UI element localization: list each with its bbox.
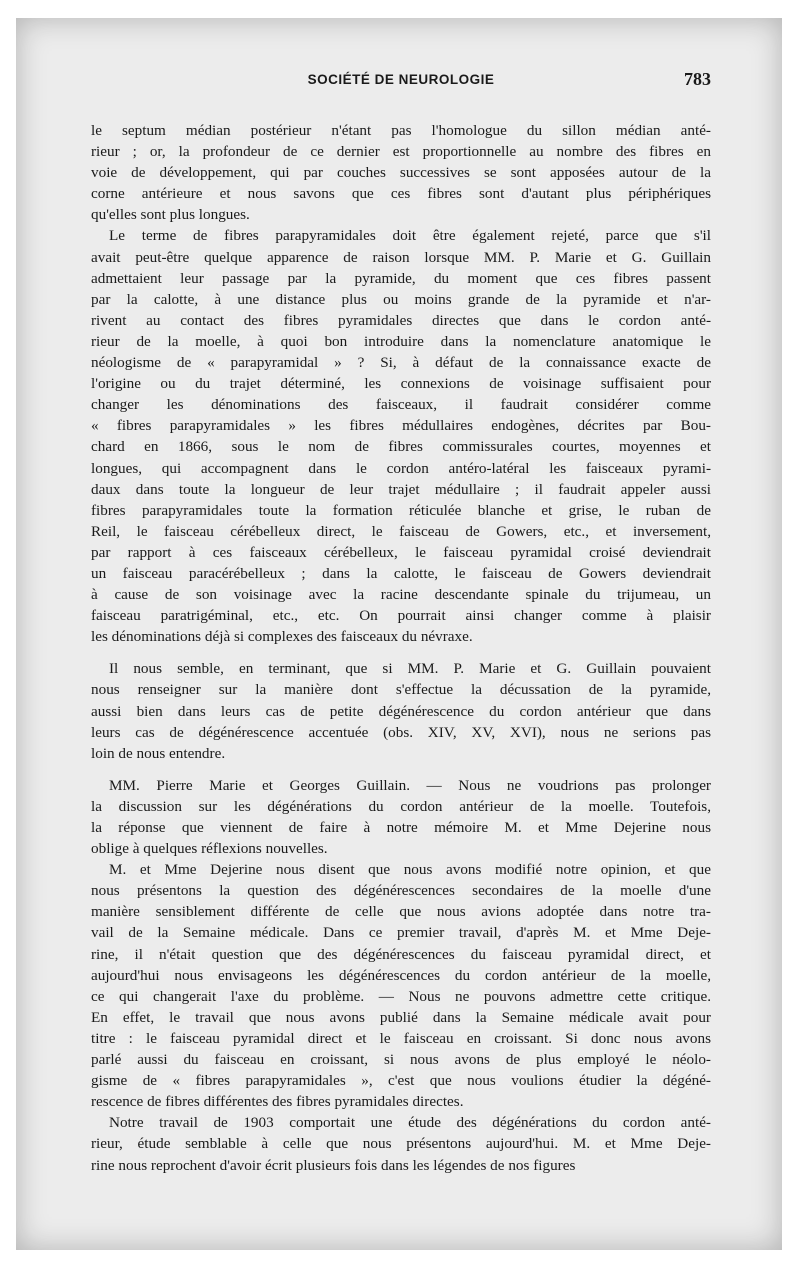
text-line: rieur, étude semblable à celle que nous présentons aujourd'hui. M. et Mme Deje- [91,1135,711,1153]
text-line: fibres parapyramidales toute la formation réticulée blanche et grise, le ruban de [91,501,711,519]
text-line: voie de développement, qui par couches successives se sont apposées autour de la [91,164,711,182]
text-line: leurs cas de dégénérescence accentuée (obs. XIV, XV, XVI), nous ne serions pas [91,723,711,741]
text-line: titre : le faisceau pyramidal direct et le faisceau en croissant. Si donc nous avons [91,1029,711,1047]
text-line: les dénominations déjà si complexes des faisceaux du névraxe. [91,628,473,646]
text-line: MM. Pierre Marie et Georges Guillain. — Nous ne voudrions pas prolonger [109,776,711,794]
text-line: la discussion sur les dégénérations du cordon antérieur de la moelle. Toutefois, [91,797,711,815]
text-line: Notre travail de 1903 comportait une étude des dégénérations du cordon anté- [109,1114,711,1132]
paragraph [91,120,711,225]
text-line: le septum médian postérieur n'étant pas l'homologue du sillon médian anté- [91,122,711,139]
text-line: chard en 1866, sous le nom de fibres commissurales courtes, moyennes et [91,438,711,456]
text-line: Il nous semble, en terminant, que si MM. P. Marie et G. Guillain pouvaient [109,660,711,678]
text-line: manière sensiblement différente de celle que nous avions adoptée dans notre tra- [91,903,711,921]
body-text [91,120,711,1176]
text-line: néologisme de « parapyramidal » ? Si, à défaut de la connaissance exacte de [91,354,711,372]
text-line: rine, il n'était question que des dégénérescences du faisceau pyramidal direct, et [91,945,711,963]
text-line: faisceau paratrigéminal, etc., etc. On pourrait ainsi changer comme à plaisir [91,607,711,625]
paragraph-gap [91,647,711,658]
text-line: loin de nous entendre. [91,744,226,762]
text-line: rivent au contact des fibres pyramidales directes que dans le cordon anté- [91,311,711,329]
text-line: qu'elles sont plus longues. [91,206,250,224]
text-line: Reil, le faisceau cérébelleux direct, le faisceau de Gowers, etc., et inversement, [91,522,711,540]
paragraph [91,859,711,1112]
text-line: nous renseigner sur la manière dont s'effectue la décussation de la pyramide, [91,681,711,699]
text-line: gisme de « fibres parapyramidales », c'est que nous voulions étudier la dégéné- [91,1072,711,1090]
text-line: avait peut-être quelque apparence de raison lorsque MM. P. Marie et G. Guillain [91,248,711,266]
paragraph-gap [91,764,711,775]
text-line: un faisceau paracérébelleux ; dans la calotte, le faisceau de Gowers deviendrait [91,564,711,582]
text-line: En effet, le travail que nous avons publié dans la Semaine médicale avait pour [91,1008,711,1026]
text-line: rescence de fibres différentes des fibres pyramidales directes. [91,1093,464,1111]
text-line: ce qui changerait l'axe du problème. — Nous ne pouvons admettre cette critique. [91,987,711,1005]
text-line: rine nous reprochent d'avoir écrit plusieurs fois dans les légendes de nos figures [91,1156,576,1174]
page-number: 783 [684,69,711,89]
text-line: corne antérieure et nous savons que ces fibres sont d'autant plus périphériques [91,185,711,203]
text-line: l'origine ou du trajet déterminé, les connexions de voisinage suffisaient pour [91,375,711,393]
text-line: aussi bien dans leurs cas de petite dégénérescence du cordon antérieur que dans [91,702,711,720]
text-line: longues, qui accompagnent dans le cordon antéro-latéral les faisceaux pyrami- [91,459,711,477]
text-line: oblige à quelques réflexions nouvelles. [91,840,328,858]
scanned-page [16,18,782,1250]
text-line: Le terme de fibres parapyramidales doit être également rejeté, parce que s'il [109,227,711,245]
text-line: nous présentons la question des dégénérescences secondaires de la moelle d'une [91,882,711,900]
text-line: par la calotte, à une distance plus ou moins grande de la pyramide et n'ar- [91,290,711,308]
running-title: SOCIÉTÉ DE NEUROLOGIE [307,72,495,87]
text-line: M. et Mme Dejerine nous disent que nous avons modifié notre opinion, et que [109,861,711,879]
text-line: la réponse que viennent de faire à notre mémoire M. et Mme Dejerine nous [91,819,711,836]
paragraph [91,225,711,647]
paragraph [91,775,711,859]
paragraph [91,1112,711,1175]
text-line: vail de la Semaine médicale. Dans ce premier travail, d'après M. et Mme Deje- [91,924,711,942]
text-line: « fibres parapyramidales » les fibres médullaires endogènes, décrites par Bou- [91,417,711,435]
text-line: rieur de la moelle, à quoi bon introduire dans la nomenclature anatomique le [91,332,711,350]
text-line: à cause de son voisinage avec la racine descendante spinale du trijumeau, un [91,586,711,604]
text-line: rieur ; or, la profondeur de ce dernier est proportionnelle au nombre des fibres en [91,143,711,161]
paragraph [91,658,711,763]
text-line: daux dans toute la longueur de leur trajet médullaire ; il faudrait appeler aussi [91,480,711,498]
text-line: changer les dénominations des faisceaux, il faudrait considérer comme [91,396,711,414]
text-line: parlé aussi du faisceau en croissant, si nous avons de plus employé le néolo- [91,1051,711,1069]
text-line: par rapport à ces faisceaux cérébelleux, le faisceau pyramidal croisé deviendrait [91,543,711,561]
page-header [91,69,711,96]
text-line: admettaient leur passage par la pyramide, du moment que ces fibres passent [91,269,711,287]
text-line: aujourd'hui nous envisageons les dégénérescences du cordon antérieur de la moelle, [91,966,711,984]
